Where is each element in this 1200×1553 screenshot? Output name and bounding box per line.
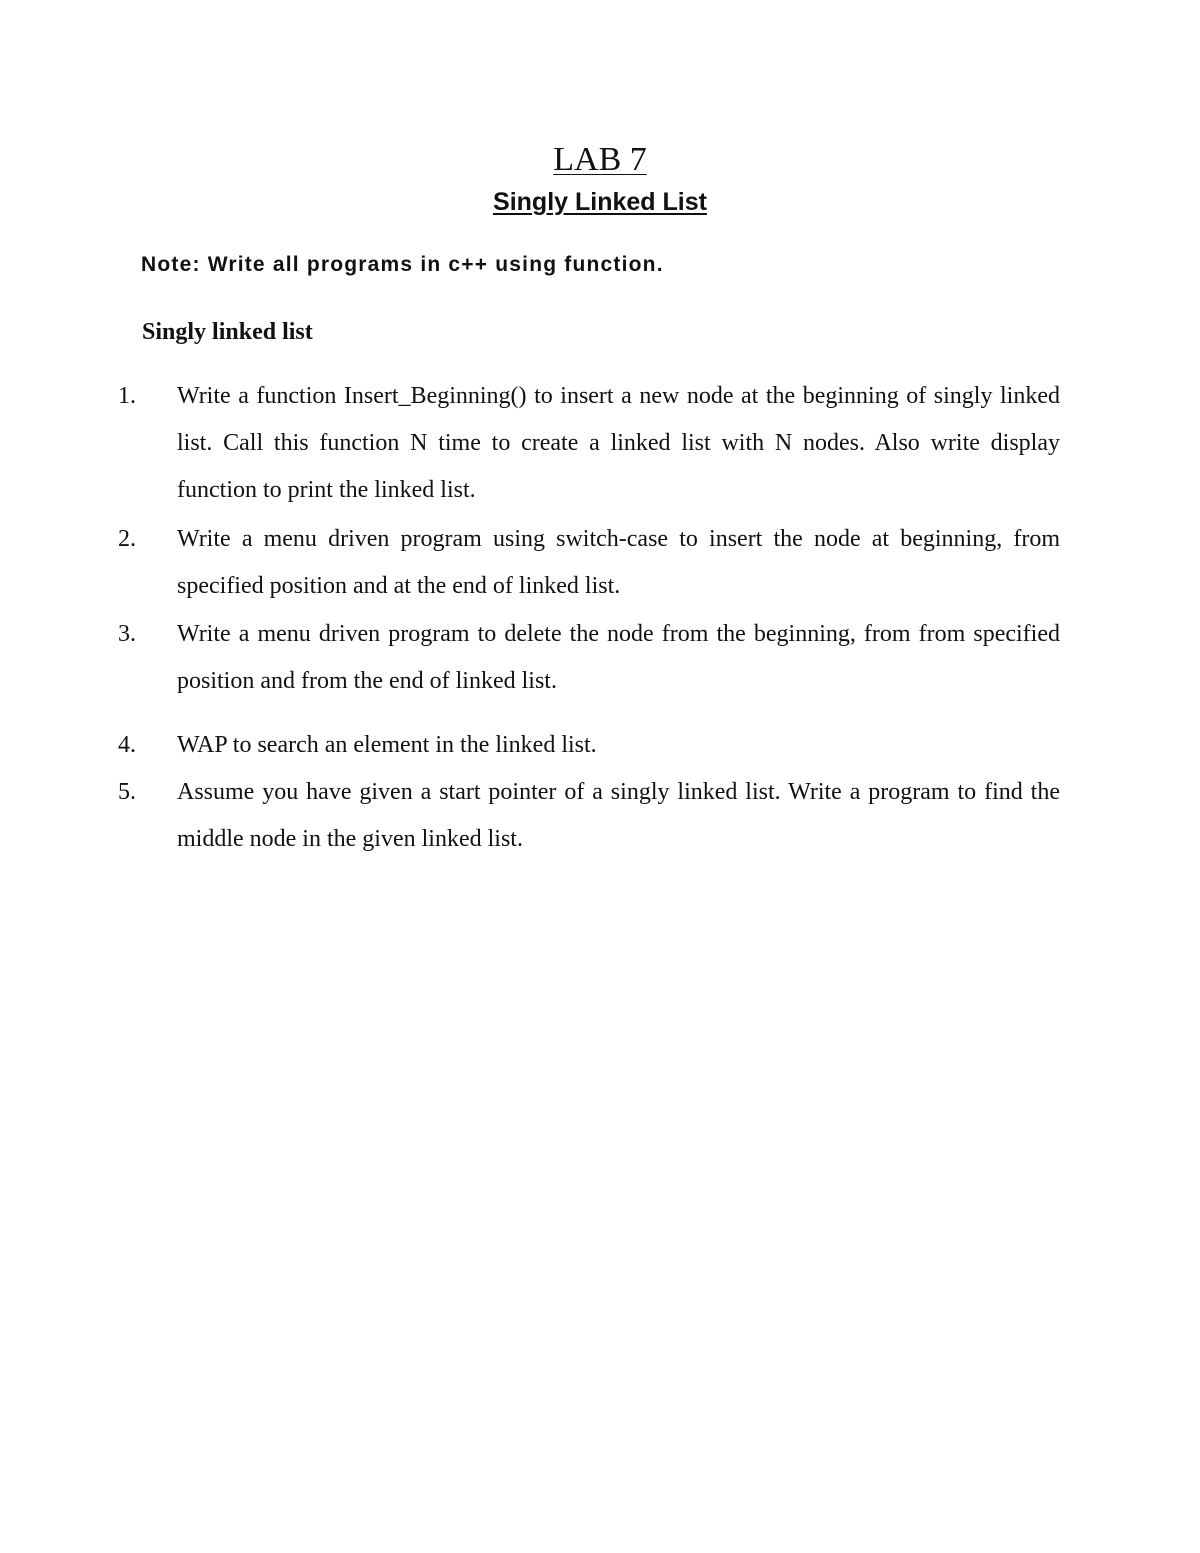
task-text: WAP to search an element in the linked list. [177,732,597,758]
note-text: Note: Write all programs in c++ using function. [141,253,664,276]
task-number: 4. [118,732,136,758]
subtitle-text: Singly Linked List [493,188,707,216]
task-number: 1. [118,383,136,409]
task-number: 3. [118,621,136,647]
task-text: Write a function Insert_Beginning() to insert a new node at the beginning of singly linked list. Call this function N time to create a linked list with N nodes. Also write display function to print the linked list. [177,383,1060,503]
lab-title-text: LAB 7 [553,141,647,178]
task-text: Write a menu driven program to delete the node from the beginning, from from specified position and from the end of linked list. [177,621,1060,694]
task-text: Assume you have given a start pointer of a singly linked list. Write a program to find the middle node in the given linked list. [177,779,1060,852]
task-number: 2. [118,526,136,552]
lab-title [0,140,1200,180]
task-text: Write a menu driven program using switch-case to insert the node at beginning, from specified position and at the end of linked list. [177,526,1060,599]
task-number: 5. [118,779,136,805]
subtitle [0,186,1200,218]
section-heading: Singly linked list [142,319,313,345]
